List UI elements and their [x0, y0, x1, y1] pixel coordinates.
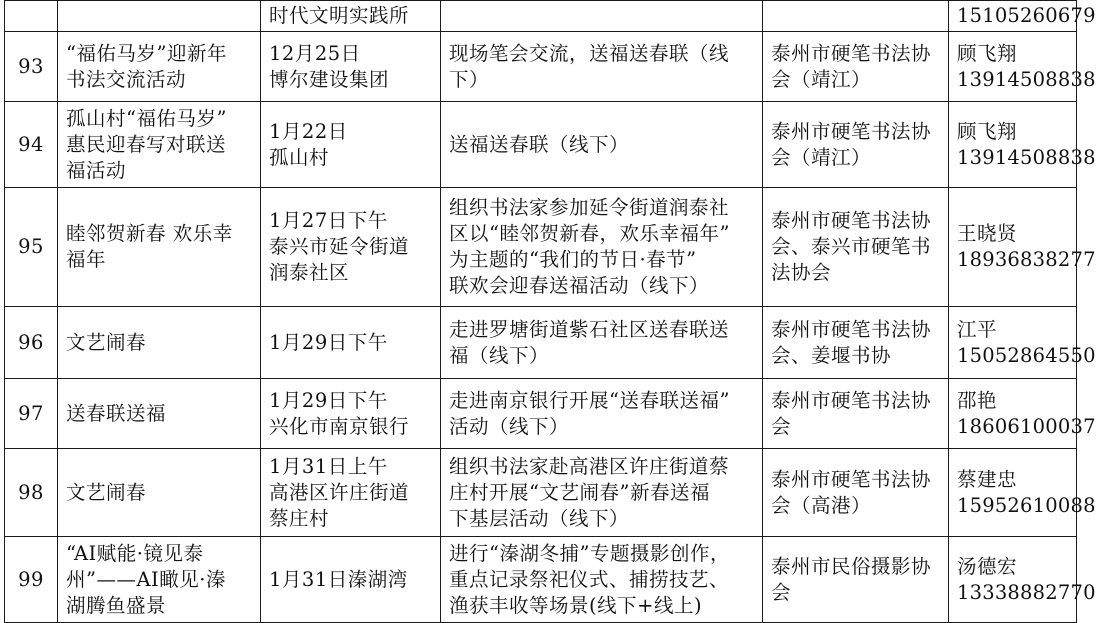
cell-time-place-line: 1月29日下午 — [269, 330, 388, 354]
cell-organizer-line: 泰州市硬笔书法协 — [771, 119, 932, 143]
cell-activity-name-line: 湖腾鱼盛景 — [66, 593, 167, 617]
activity-table — [4, 0, 1096, 623]
cell-time-place-line: 润泰社区 — [269, 261, 350, 284]
cell-contact — [949, 188, 1096, 307]
cell-contact — [949, 1, 1096, 32]
cell-activity-name — [58, 1, 261, 32]
cell-contact-line: 15105260679 — [957, 4, 1096, 27]
cell-contact-line: 18606100037 — [957, 414, 1096, 438]
cell-time-place — [261, 379, 441, 449]
cell-activity-name — [58, 188, 261, 307]
cell-content-line: 联欢会迎春送福活动（线下） — [449, 274, 710, 297]
cell-content-line: 庄村开展“文艺闹春”新春送福 — [449, 480, 710, 504]
table-row — [5, 32, 1077, 102]
cell-time-place-line: 12月25日 — [269, 41, 361, 65]
cell-activity-name — [58, 537, 261, 623]
cell-organizer-line: 泰州市民俗摄影协 — [771, 554, 932, 578]
cell-contact-line: 江平 — [957, 317, 998, 341]
cell-number: 95 — [5, 188, 58, 307]
cell-time-place-line: 1月27日下午 — [269, 209, 388, 232]
cell-contact — [949, 379, 1096, 449]
cell-content-line: 进行“溱湖冬捕”专题摄影创作， — [449, 541, 730, 565]
cell-time-place — [261, 307, 441, 379]
cell-organizer-line: 泰州市硬笔书法协 — [771, 317, 932, 341]
cell-time-place — [261, 188, 441, 307]
cell-activity-name-line: 文艺闹春 — [66, 330, 147, 354]
cell-time-place-line: 孤山村 — [269, 145, 330, 169]
table-row — [5, 188, 1077, 307]
cell-time-place — [261, 537, 441, 623]
cell-time-place-line: 兴化市南京银行 — [269, 414, 410, 438]
cell-contact — [949, 32, 1096, 102]
cell-organizer-line: 法协会 — [771, 261, 832, 284]
cell-contact-line: 18936838277 — [957, 248, 1096, 271]
cell-organizer-line: 泰州市硬笔书法协 — [771, 41, 932, 65]
cell-content-line: 现场笔会交流，送福送春联（线 — [449, 41, 730, 65]
cell-activity-name-line: 惠民迎春写对联送 — [66, 132, 227, 156]
table-row — [5, 102, 1077, 188]
cell-content-line: 下基层活动（线下） — [449, 506, 630, 530]
cell-number: 99 — [5, 537, 58, 623]
cell-activity-name-line: 福年 — [66, 248, 107, 271]
cell-contact-line: 蔡建忠 — [957, 467, 1018, 491]
cell-content — [441, 307, 763, 379]
cell-time-place-line: 1月31日上午 — [269, 454, 388, 478]
cell-contact-line: 汤德宏 — [957, 554, 1018, 578]
cell-contact-line: 15052864550 — [957, 343, 1096, 367]
table-row — [5, 449, 1077, 537]
cell-time-place-line: 博尔建设集团 — [269, 67, 390, 91]
table-row — [5, 379, 1077, 449]
cell-organizer-line: 会、姜堰书协 — [771, 343, 892, 367]
cell-activity-name-line: 书法交流活动 — [66, 67, 187, 91]
cell-content-line: 组织书法家赴高港区许庄街道蔡 — [449, 454, 730, 478]
table-row — [5, 307, 1077, 379]
cell-organizer-line: 会 — [771, 580, 792, 604]
cell-activity-name-line: 文艺闹春 — [66, 480, 147, 504]
cell-content-line: 走进南京银行开展“送春联送福” — [449, 388, 730, 412]
cell-content-line: 送福送春联（线下） — [449, 132, 630, 156]
cell-content-line: 重点记录祭祀仪式、捕捞技艺、 — [449, 567, 730, 591]
cell-time-place-line: 泰兴市延令街道 — [269, 235, 410, 258]
cell-organizer-line: 会、泰兴市硬笔书 — [771, 235, 932, 258]
cell-time-place-line: 蔡庄村 — [269, 506, 330, 530]
cell-time-place-line: 时代文明实践所 — [269, 4, 410, 27]
cell-activity-name-line: “福佑马岁”迎新年 — [66, 41, 227, 65]
cell-number — [5, 1, 58, 32]
cell-contact-line: 15952610088 — [957, 493, 1096, 517]
cell-time-place — [261, 449, 441, 537]
cell-number: 93 — [5, 32, 58, 102]
cell-organizer-line: 泰州市硬笔书法协 — [771, 209, 932, 232]
cell-contact — [949, 102, 1096, 188]
cell-activity-name-line: 州”——AI瞰见·溱 — [66, 567, 226, 591]
cell-organizer — [763, 32, 949, 102]
cell-number: 98 — [5, 449, 58, 537]
table-row — [5, 1, 1077, 32]
cell-content-line: 为主题的“我们的节日·春节” — [449, 248, 697, 271]
cell-activity-name-line: 送春联送福 — [66, 401, 167, 425]
cell-organizer — [763, 188, 949, 307]
cell-content-line: 下） — [449, 67, 490, 91]
cell-time-place-line: 1月22日 — [269, 119, 348, 143]
cell-activity-name — [58, 102, 261, 188]
cell-organizer-line: 会（高港） — [771, 493, 872, 517]
cell-content-line: 渔获丰收等场景(线下+线上) — [449, 593, 703, 617]
cell-activity-name-line: “AI赋能·镜见泰 — [66, 541, 204, 565]
cell-organizer-line: 会（靖江） — [771, 145, 872, 169]
cell-activity-name — [58, 449, 261, 537]
cell-contact-line: 13914508838 — [957, 145, 1096, 169]
cell-contact — [949, 307, 1096, 379]
cell-organizer — [763, 307, 949, 379]
cell-number: 94 — [5, 102, 58, 188]
cell-contact-line: 顾飞翔 — [957, 41, 1018, 65]
cell-content — [441, 32, 763, 102]
cell-time-place-line: 1月29日下午 — [269, 388, 388, 412]
cell-activity-name-line: 福活动 — [66, 158, 127, 182]
cell-number: 96 — [5, 307, 58, 379]
cell-organizer-line: 会 — [771, 414, 792, 438]
cell-organizer — [763, 379, 949, 449]
cell-organizer-line: 会（靖江） — [771, 67, 872, 91]
cell-time-place-line: 高港区许庄街道 — [269, 480, 410, 504]
cell-contact — [949, 537, 1096, 623]
cell-number: 97 — [5, 379, 58, 449]
cell-contact-line: 13914508838 — [957, 67, 1096, 91]
table-body — [5, 1, 1096, 623]
cell-contact — [949, 449, 1096, 537]
cell-activity-name — [58, 379, 261, 449]
cell-time-place — [261, 102, 441, 188]
cell-activity-name-line: 睦邻贺新春 欢乐幸 — [66, 222, 233, 245]
cell-content-line: 福（线下） — [449, 343, 550, 367]
cell-organizer — [763, 102, 949, 188]
cell-activity-name-line: 孤山村“福佑马岁” — [66, 106, 227, 130]
cell-organizer — [763, 1, 949, 32]
cell-content — [441, 188, 763, 307]
cell-content — [441, 449, 763, 537]
cell-activity-name — [58, 32, 261, 102]
cell-content — [441, 537, 763, 623]
cell-organizer — [763, 537, 949, 623]
cell-time-place — [261, 32, 441, 102]
cell-content-line: 组织书法家参加延令街道润泰社 — [449, 196, 730, 219]
cell-content-line: 区以“睦邻贺新春，欢乐幸福年” — [449, 222, 730, 245]
cell-organizer — [763, 449, 949, 537]
cell-contact-line: 13338882770 — [957, 580, 1096, 604]
cell-time-place — [261, 1, 441, 32]
cell-content-line: 活动（线下） — [449, 414, 570, 438]
cell-organizer-line: 泰州市硬笔书法协 — [771, 388, 932, 412]
cell-content — [441, 102, 763, 188]
cell-content — [441, 379, 763, 449]
cell-time-place-line: 1月31日溱湖湾 — [269, 567, 408, 591]
cell-contact-line: 顾飞翔 — [957, 119, 1018, 143]
cell-contact-line: 王晓贤 — [957, 222, 1018, 245]
cell-organizer-line: 泰州市硬笔书法协 — [771, 467, 932, 491]
table-row — [5, 537, 1077, 623]
cell-content-line: 走进罗塘街道紫石社区送春联送 — [449, 317, 730, 341]
cell-contact-line: 邵艳 — [957, 388, 998, 412]
cell-content — [441, 1, 763, 32]
cell-activity-name — [58, 307, 261, 379]
